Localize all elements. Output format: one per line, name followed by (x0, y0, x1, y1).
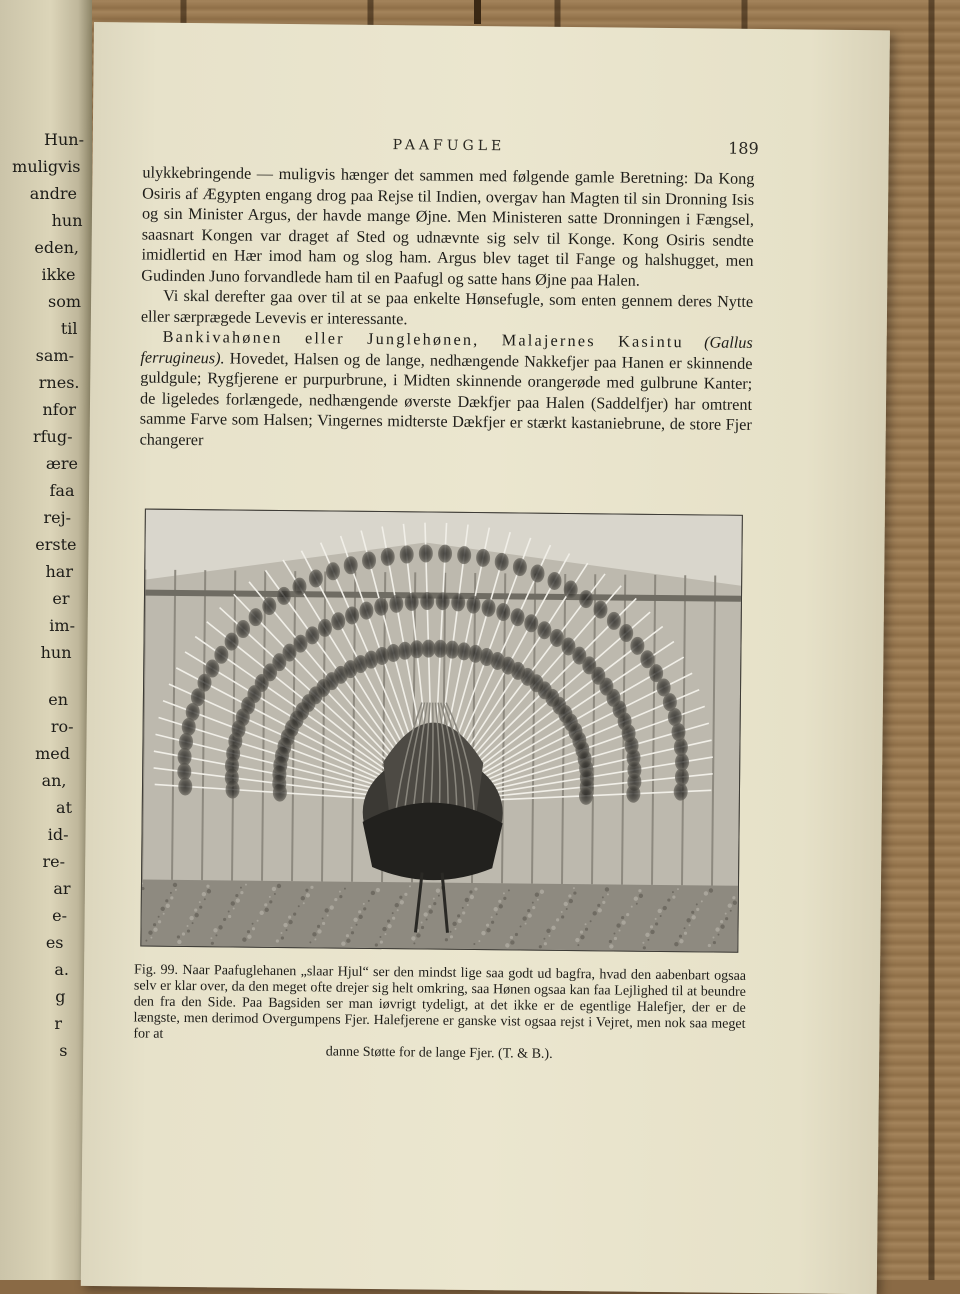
caption-last-line: danne Støtte for de lange Fjer. (T. & B.). (325, 1044, 553, 1062)
left-page-fragment: har (45, 562, 73, 581)
paragraph-3 (140, 327, 753, 456)
left-page-fragment: erste (35, 535, 77, 554)
left-page-fragment: hun (51, 211, 83, 230)
left-page-fragment: es (45, 933, 64, 952)
peacock-illustration (141, 510, 742, 952)
left-page-fragment: id- (47, 825, 69, 844)
left-page-fragment: e- (52, 906, 67, 925)
book-page (81, 22, 890, 1294)
left-page-fragment: ro- (50, 717, 74, 736)
left-page-fragment: til (60, 319, 78, 338)
species-name: Bankivahønen eller Junglehønen, Malajernes Kasintu (162, 327, 685, 352)
page-number: 189 (728, 138, 759, 158)
left-page-fragment: re- (42, 852, 65, 871)
left-page-fragment: andre (29, 184, 77, 203)
left-page-fragment: s (59, 1041, 68, 1060)
paragraph-2: Vi skal derefter gaa over til at se paa enkelte Hønsefugle, som enten gennem deres Nytte eller særprægede Levevis er interessante. (140, 286, 754, 328)
body-text (140, 163, 755, 456)
left-page-fragment: hun (40, 643, 72, 662)
left-page-fragment: med (35, 744, 70, 763)
peacock-photo (140, 509, 743, 953)
left-page-fragment: r (54, 1014, 62, 1033)
latin-name: (Gallus ferrugineus). (140, 333, 753, 367)
left-page-fragment: er (52, 589, 70, 608)
left-page-edge (0, 0, 92, 1280)
left-page-fragment: eden, (34, 238, 79, 257)
left-page-fragment: rej- (43, 508, 71, 527)
paragraph-1: ulykkebringende — muligvis hænger det sammen med følgende gamle Beretning: Da Kong Osiris af Ægypten engang drog paa Rejse til Indien, overgav han Magten til sin Dronning Isis og sin Minister Argus, der havde mange Øjne. Men Ministeren satte Dronningen i Fængsel, saasnart Kongen var draget af Sted og udnævnte sig selv til Konge. Kong Osiris sendte imidlertid en Hær imod ham og slog ham. Argus blev taget til Fange og halshugget, men Gudinden Juno forvandlede ham til en Paafugl og satte hans Øjne paa Halen. (141, 163, 755, 290)
left-page-fragment: Hun- (44, 130, 84, 149)
left-page-fragment: faa (49, 481, 75, 500)
figure-label: Fig. 99. (133, 962, 179, 978)
table-plank-gap (474, 0, 481, 24)
left-page-fragment: rfug- (32, 427, 73, 446)
left-page-fragment: im- (49, 616, 75, 635)
left-page-fragment: a. (54, 960, 69, 979)
left-page-fragment: at (56, 798, 72, 817)
left-page-fragment: muligvis (12, 157, 81, 176)
left-page-fragment: en (48, 690, 68, 709)
figure-caption (133, 962, 746, 1064)
left-page-fragment: ære (45, 454, 78, 473)
left-page-fragment: sam- (35, 346, 74, 365)
left-page-fragment: an, (41, 771, 67, 790)
caption-text: Naar Paafuglehanen „slaar Hjul“ ser den mindst lige saa godt ud bagfra, hvad den aabenbart ogsaa selv er klar over, da den meget ofte drejer sig helt omkring, saa Hønen ogsaa kan faa Lejlighed til at beundre den fra den Side. Paa Bagsiden ser man iøvrigt tydeligt, at det ikke er de egentlige Halefjer, der er de længste, men derimod Overgumpens Fjer. Halefjerene er ganske vist ogsaa rejst i Vejret, men nok saa meget for at (133, 962, 747, 1042)
running-head: PAAFUGLE (392, 137, 506, 155)
left-page-fragment: ikke (41, 265, 76, 284)
left-page-fragment: som (47, 292, 81, 311)
caption-body (133, 962, 746, 1048)
left-page-fragment: nfor (42, 400, 76, 419)
paragraph-3-text: Hovedet, Halsen og de lange, nedhængende Nakkefjer paa Hanen er skinnende guldgule; Rygfjerene er purpurbrune, i Midten skinnende orangerøde med gulbrune Kanter; de ligeledes forlængede, nedhængende øverste Dækfjer paa Halen (Saddelfjer) har omtrent samme Farve som Halsen; Vingernes midterste Dækfjer er stærkt kastaniebrune, de store Fjer changerer (139, 348, 753, 449)
left-page-fragment: g (55, 987, 66, 1006)
left-page-fragment: rnes. (38, 373, 80, 392)
left-page-fragment: ar (53, 879, 71, 898)
